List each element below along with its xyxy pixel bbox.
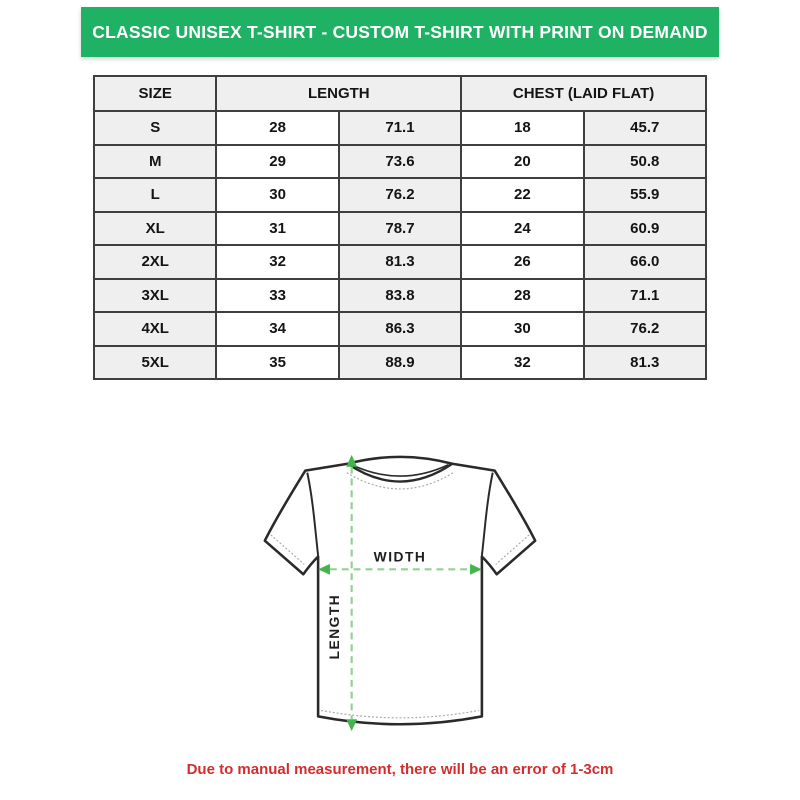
length-cm: 76.2 bbox=[339, 178, 461, 212]
size-label: M bbox=[94, 145, 216, 179]
measurement-disclaimer: Due to manual measurement, there will be an error of 1-3cm bbox=[186, 761, 614, 778]
length-cm: 88.9 bbox=[339, 346, 461, 380]
chest-inches: 22 bbox=[461, 178, 583, 212]
chest-cm: 60.9 bbox=[584, 212, 706, 246]
table-row bbox=[94, 145, 706, 179]
length-cm: 86.3 bbox=[339, 312, 461, 346]
size-label: 5XL bbox=[94, 346, 216, 380]
table-row bbox=[94, 111, 706, 145]
table-row bbox=[94, 346, 706, 380]
length-inches: 33 bbox=[216, 279, 338, 313]
length-cm: 81.3 bbox=[339, 245, 461, 279]
width-label: WIDTH bbox=[373, 548, 427, 565]
length-inches: 31 bbox=[216, 212, 338, 246]
chest-cm: 66.0 bbox=[584, 245, 706, 279]
product-title-banner bbox=[81, 7, 719, 57]
chest-cm: 55.9 bbox=[584, 178, 706, 212]
size-label: 3XL bbox=[94, 279, 216, 313]
length-cm: 73.6 bbox=[339, 145, 461, 179]
chest-cm: 76.2 bbox=[584, 312, 706, 346]
table-row bbox=[94, 245, 706, 279]
chest-inches: 32 bbox=[461, 346, 583, 380]
column-header-length: LENGTH bbox=[216, 76, 461, 111]
table-row bbox=[94, 178, 706, 212]
table-row bbox=[94, 212, 706, 246]
size-label: 4XL bbox=[94, 312, 216, 346]
tshirt-illustration bbox=[252, 444, 548, 744]
size-chart-table bbox=[93, 75, 707, 380]
chest-cm: 71.1 bbox=[584, 279, 706, 313]
chest-inches: 26 bbox=[461, 245, 583, 279]
size-label: L bbox=[94, 178, 216, 212]
length-inches: 28 bbox=[216, 111, 338, 145]
size-label: 2XL bbox=[94, 245, 216, 279]
size-label: XL bbox=[94, 212, 216, 246]
length-inches: 35 bbox=[216, 346, 338, 380]
chest-inches: 28 bbox=[461, 279, 583, 313]
chest-cm: 45.7 bbox=[584, 111, 706, 145]
length-cm: 83.8 bbox=[339, 279, 461, 313]
chest-inches: 24 bbox=[461, 212, 583, 246]
length-cm: 78.7 bbox=[339, 212, 461, 246]
table-row bbox=[94, 279, 706, 313]
product-title: CLASSIC UNISEX T-SHIRT - CUSTOM T-SHIRT WITH PRINT ON DEMAND bbox=[92, 21, 708, 42]
table-header-row bbox=[94, 76, 706, 111]
length-label: LENGTH bbox=[325, 593, 342, 660]
table-row bbox=[94, 312, 706, 346]
chest-inches: 30 bbox=[461, 312, 583, 346]
column-header-size: SIZE bbox=[94, 76, 216, 111]
size-label: S bbox=[94, 111, 216, 145]
length-inches: 32 bbox=[216, 245, 338, 279]
tshirt-measurement-diagram bbox=[252, 444, 548, 744]
chest-cm: 50.8 bbox=[584, 145, 706, 179]
length-inches: 29 bbox=[216, 145, 338, 179]
chest-cm: 81.3 bbox=[584, 346, 706, 380]
length-cm: 71.1 bbox=[339, 111, 461, 145]
chest-inches: 18 bbox=[461, 111, 583, 145]
length-inches: 30 bbox=[216, 178, 338, 212]
column-header-chest: CHEST (LAID FLAT) bbox=[461, 76, 706, 111]
length-arrow-head-bottom bbox=[346, 719, 357, 731]
length-inches: 34 bbox=[216, 312, 338, 346]
chest-inches: 20 bbox=[461, 145, 583, 179]
tshirt-outline bbox=[265, 457, 535, 724]
